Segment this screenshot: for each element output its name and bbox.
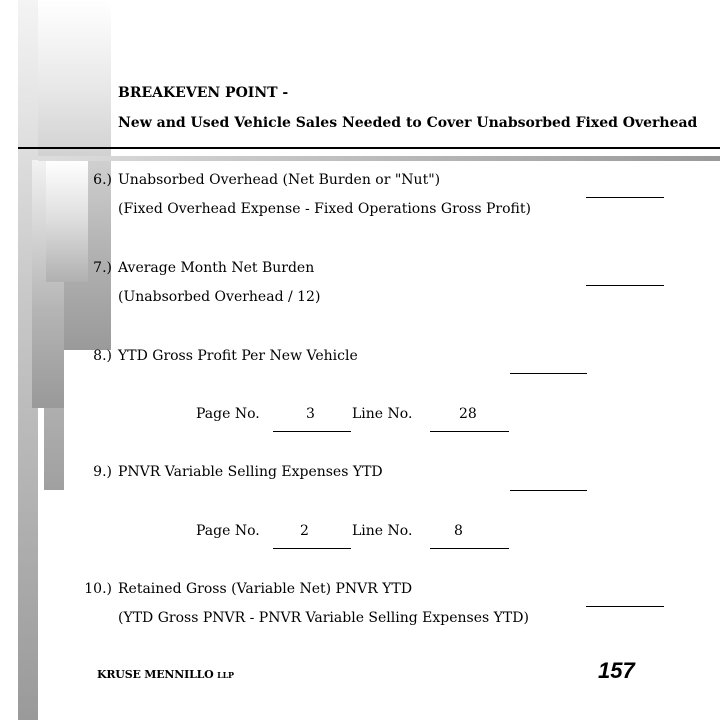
item-subtext: (YTD Gross PNVR - PNVR Variable Selling Expenses YTD) [118,610,529,626]
item-label: Average Month Net Burden [118,260,315,276]
line-no-value: 28 [459,406,477,422]
header-divider [18,147,720,149]
answer-blank[interactable] [510,490,587,491]
item-label: PNVR Variable Selling Expenses YTD [118,464,383,480]
page-no-value: 3 [306,406,315,422]
page-no-blank [273,431,351,432]
item-label: Unabsorbed Overhead (Net Burden or "Nut") [118,172,441,188]
item-label: Retained Gross (Variable Net) PNVR YTD [118,581,413,597]
header-divider-shadow [38,156,720,161]
page-subtitle: New and Used Vehicle Sales Needed to Cover Unabsorbed Fixed Overhead [118,115,698,131]
item-subtext: (Fixed Overhead Expense - Fixed Operations Gross Profit) [118,201,531,217]
answer-blank[interactable] [586,285,664,286]
item-number: 7.) [93,260,112,276]
page-number: 157 [598,658,635,683]
answer-blank[interactable] [586,606,664,607]
firm-name: KRUSE MENNILLO LLP [97,668,234,681]
item-subtext: (Unabsorbed Overhead / 12) [118,289,321,305]
page-no-label: Page No. [196,523,260,539]
answer-blank[interactable] [510,373,587,374]
page-no-label: Page No. [196,406,260,422]
item-label: YTD Gross Profit Per New Vehicle [118,348,358,364]
line-no-label: Line No. [352,406,413,422]
page-no-blank [273,548,351,549]
page-no-value: 2 [300,523,309,539]
page-title: BREAKEVEN POINT - [118,85,289,101]
item-number: 6.) [93,172,112,188]
line-no-blank [430,548,509,549]
line-no-blank [430,431,509,432]
answer-blank[interactable] [586,197,664,198]
item-number: 9.) [93,464,112,480]
line-no-label: Line No. [352,523,413,539]
item-number: 8.) [93,348,112,364]
line-no-value: 8 [454,523,463,539]
item-number: 10.) [84,581,112,597]
